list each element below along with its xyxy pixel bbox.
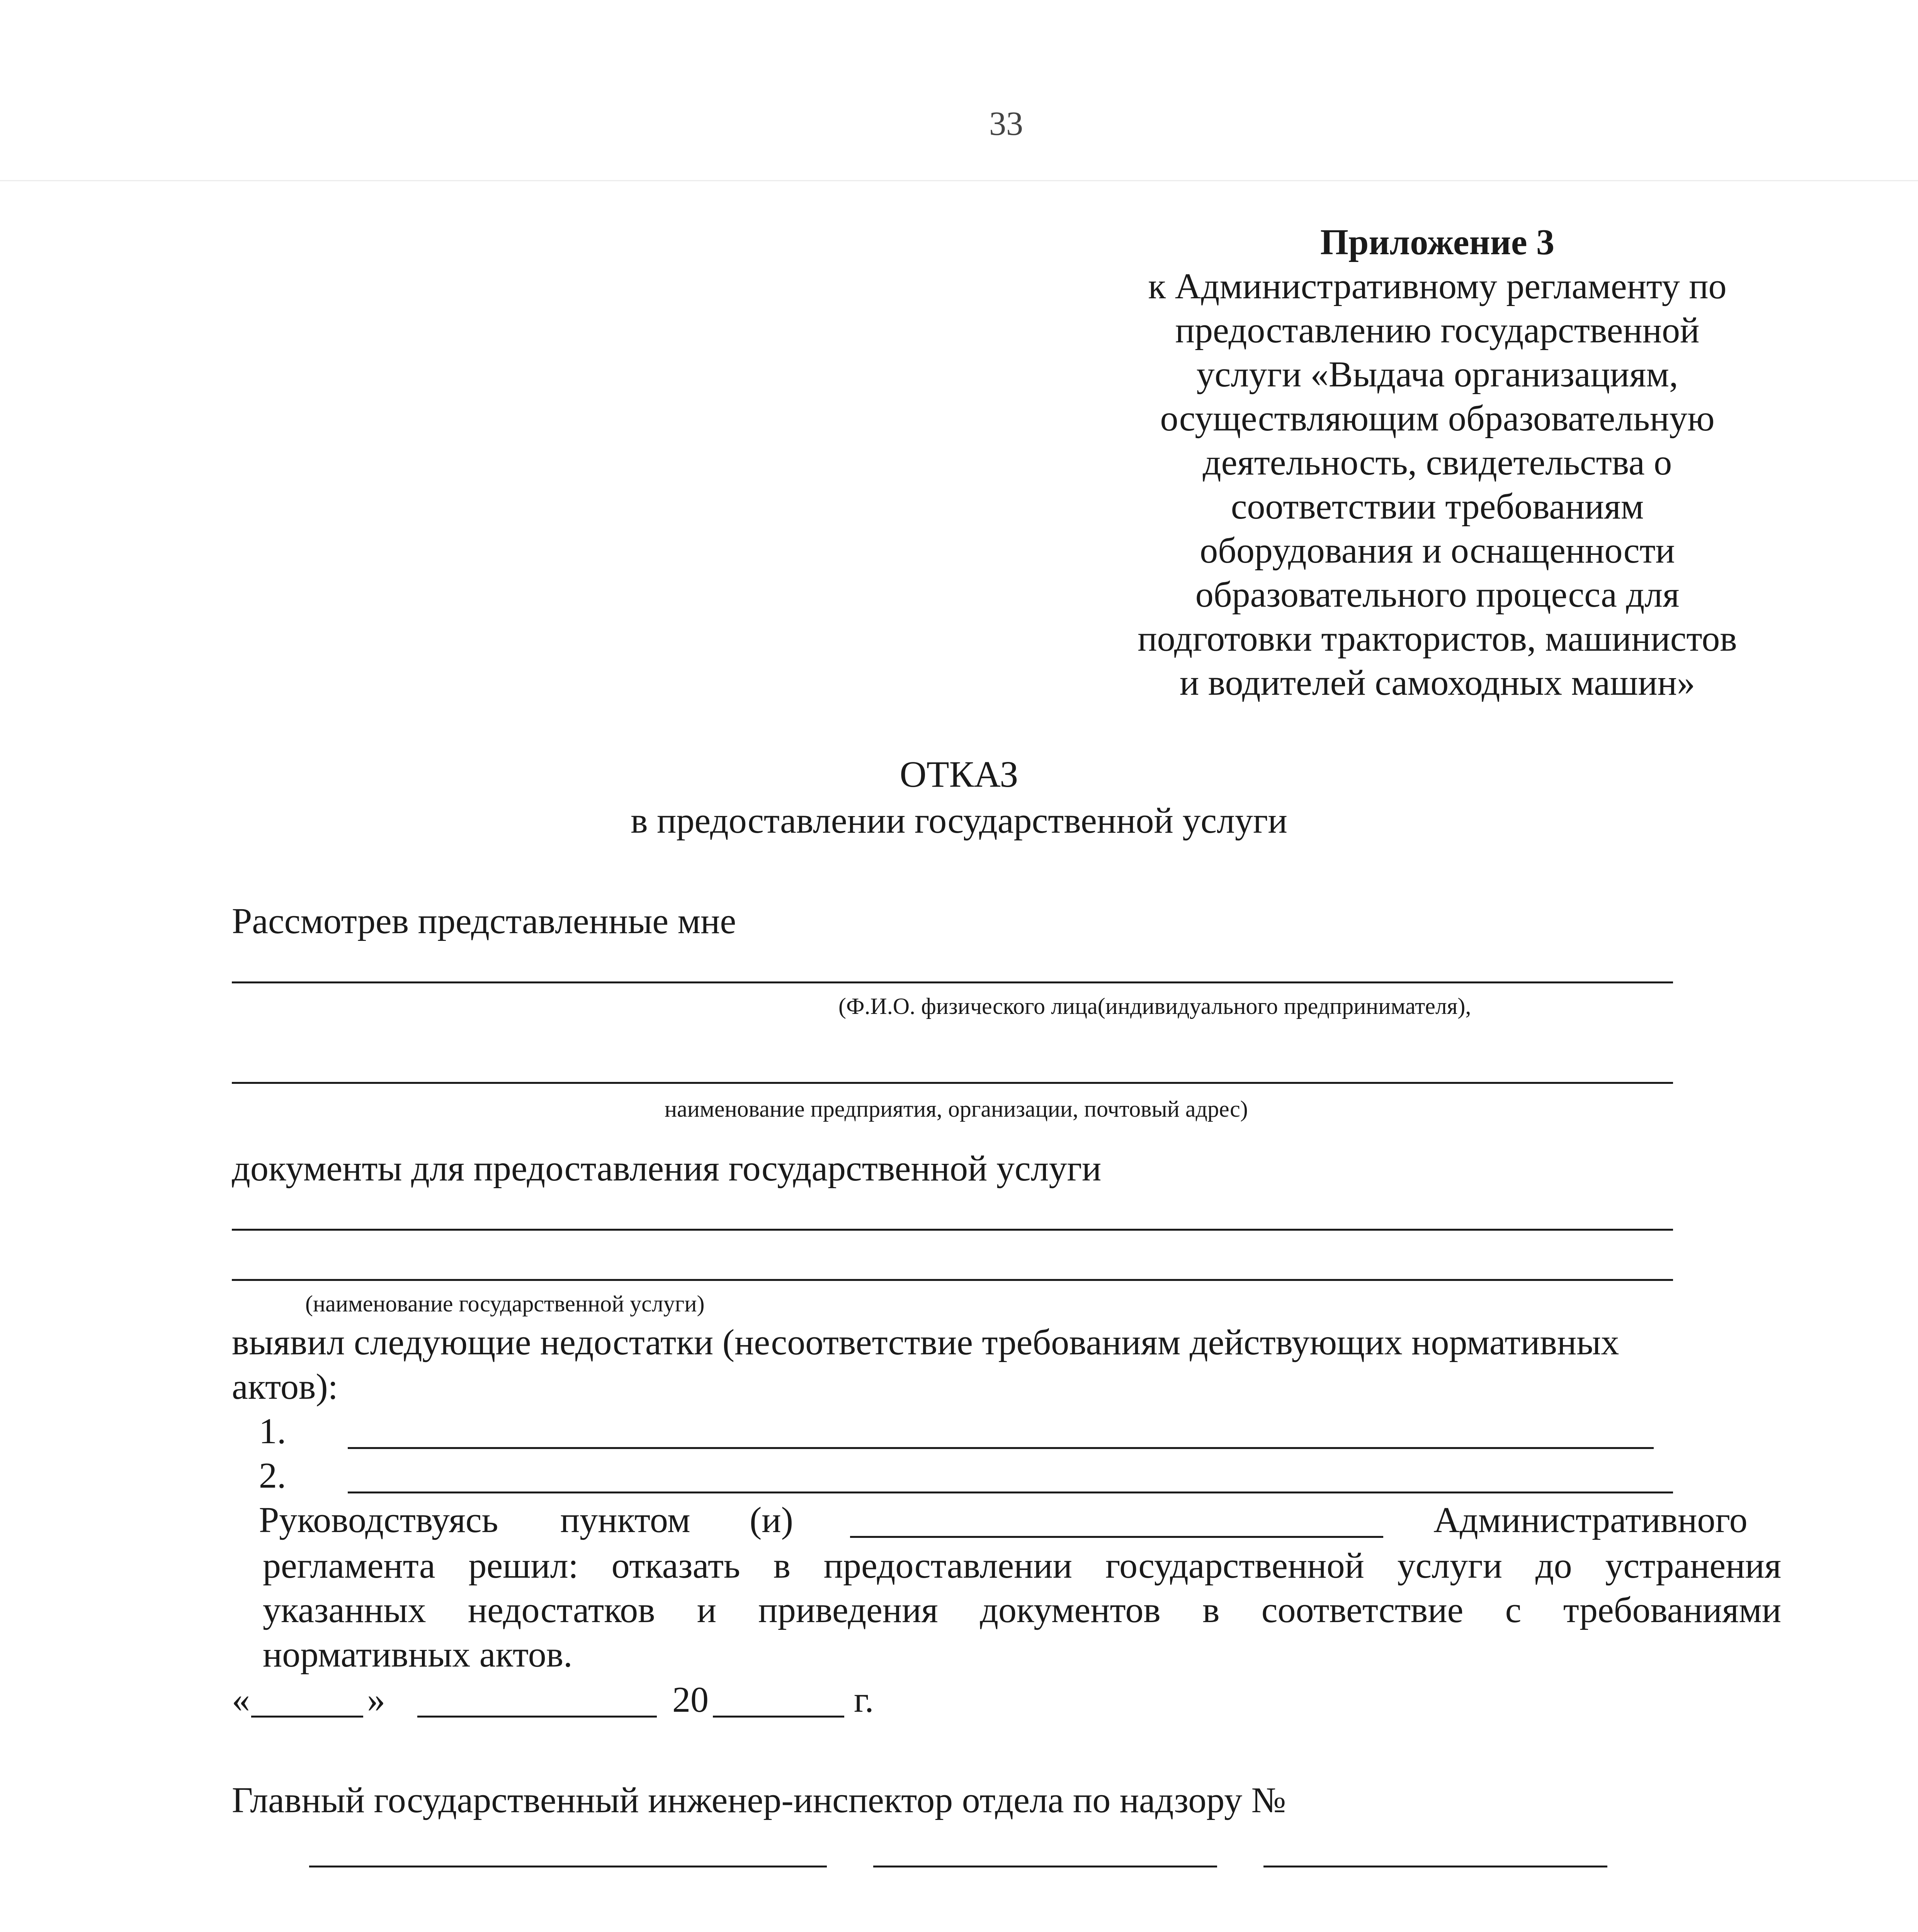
date-close-quote: » xyxy=(367,1680,385,1720)
reviewed-label: Рассмотрев представленные мне xyxy=(232,901,736,941)
document-subtitle: в предоставлении государственной услуги xyxy=(631,801,1287,841)
appendix-line: образовательного процесса для xyxy=(1195,575,1680,615)
fio-input-line[interactable] xyxy=(232,981,1673,983)
documents-label: документы для предоставления государственной услуги xyxy=(232,1148,1102,1189)
page-number: 33 xyxy=(989,105,1023,143)
deficiency-input-line-2[interactable] xyxy=(348,1492,1673,1493)
appendix-line: оборудования и оснащенности xyxy=(1200,531,1675,571)
appendix-line: услуги «Выдача организациям, xyxy=(1196,354,1678,395)
deficiencies-text-end: актов): xyxy=(232,1367,338,1407)
date-open-quote: « xyxy=(232,1680,250,1720)
signer-signature-line[interactable] xyxy=(873,1866,1217,1867)
list-item-number: 1. xyxy=(259,1411,286,1451)
signer-title: Главный государственный инженер-инспектор отдела по надзору № xyxy=(232,1780,1286,1820)
signer-name-line[interactable] xyxy=(1263,1866,1607,1867)
guided-word: Руководствуясь xyxy=(259,1500,498,1540)
appendix-block xyxy=(1090,220,1785,705)
fio-caption: (Ф.И.О. физического лица(индивидуального предпринимателя), xyxy=(838,993,1471,1019)
guided-word: пунктом xyxy=(560,1500,690,1540)
appendix-line: деятельность, свидетельства о xyxy=(1202,442,1672,483)
header-divider xyxy=(0,180,1918,181)
clause-input-line[interactable] xyxy=(850,1536,1383,1538)
deficiency-input-line-1[interactable] xyxy=(348,1447,1654,1449)
guided-word: Административного xyxy=(1433,1500,1748,1540)
appendix-line: подготовки трактористов, машинистов xyxy=(1138,619,1737,659)
guided-word: (и) xyxy=(750,1500,793,1540)
appendix-title: Приложение 3 xyxy=(1320,222,1555,262)
document-title: ОТКАЗ xyxy=(899,753,1019,795)
appendix-line: предоставлению государственной xyxy=(1175,310,1700,350)
decision-text-line: указанных недостатков и приведения документов в соответствие с требованиями xyxy=(263,1590,1781,1630)
organization-caption: наименование предприятия, организации, почтовый адрес) xyxy=(665,1096,1248,1122)
list-item-number: 2. xyxy=(259,1456,286,1496)
date-year-prefix: 20 xyxy=(672,1680,709,1720)
appendix-line: и водителей самоходных машин» xyxy=(1180,663,1695,703)
appendix-line: соответствии требованиям xyxy=(1231,486,1644,527)
date-year-input[interactable] xyxy=(713,1716,844,1718)
service-caption: (наименование государственной услуги) xyxy=(305,1291,705,1316)
date-month-input[interactable] xyxy=(417,1716,657,1718)
signer-position-line[interactable] xyxy=(309,1866,827,1867)
decision-text-line: регламента решил: отказать в предоставлении государственной услуги до устранения xyxy=(263,1546,1781,1586)
service-input-line-1[interactable] xyxy=(232,1229,1673,1231)
organization-input-line[interactable] xyxy=(232,1082,1673,1084)
deficiencies-text: выявил следующие недостатки (несоответствие требованиям действующих нормативных xyxy=(232,1322,1619,1362)
date-day-input[interactable] xyxy=(251,1716,363,1718)
service-input-line-2[interactable] xyxy=(232,1279,1673,1281)
date-suffix: г. xyxy=(854,1680,874,1720)
appendix-line: к Административному регламенту по xyxy=(1148,266,1727,306)
decision-text-line: нормативных актов. xyxy=(263,1634,573,1675)
appendix-line: осуществляющим образовательную xyxy=(1160,398,1715,439)
